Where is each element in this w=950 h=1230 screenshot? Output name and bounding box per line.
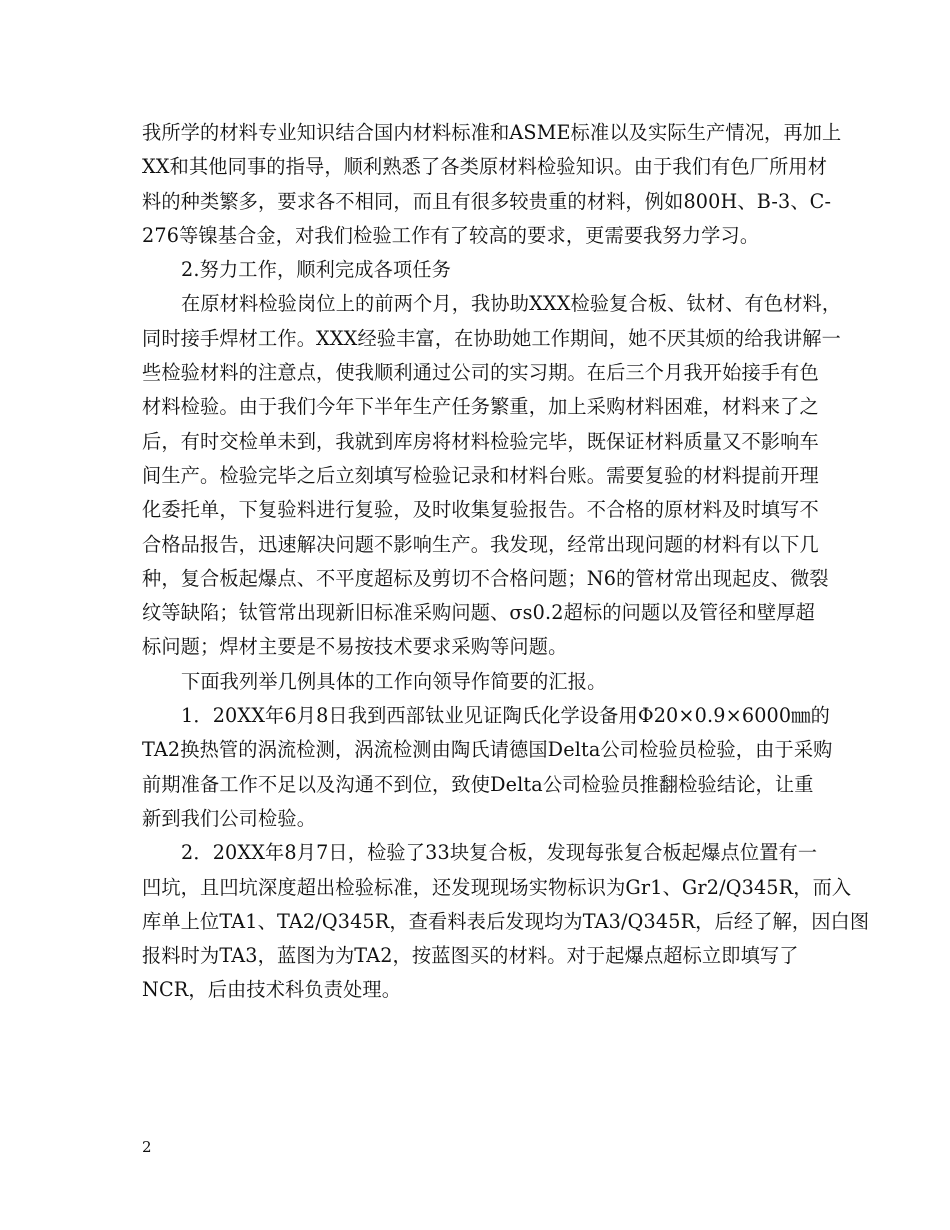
text-line: 纹等缺陷；钛管常出现新旧标准采购问题、σs0.2超标的问题以及管径和壁厚超	[142, 601, 816, 625]
text-line: XX和其他同事的指导，顺利熟悉了各类原材料检验知识。由于我们有色厂所用材	[142, 155, 828, 179]
text-line: 些检验材料的注意点，使我顺利通过公司的实习期。在后三个月我开始接手有色	[142, 361, 819, 385]
text-line: 合格品报告，迅速解决问题不影响生产。我发现，经常出现问题的材料有以下几	[142, 532, 819, 556]
text-line: 2．20XX年8月7日，检验了33块复合板，发现每张复合板起爆点位置有一	[181, 841, 818, 865]
text-line: TA2换热管的涡流检测，涡流检测由陶氏请德国Delta公司检验员检验，由于采购	[142, 738, 833, 762]
text-line: 报料时为TA3，蓝图为为TA2，按蓝图买的材料。对于起爆点超标立即填写了	[142, 944, 799, 968]
text-line: 新到我们公司检验。	[142, 806, 317, 830]
text-line: 后，有时交检单未到，我就到库房将材料检验完毕，既保证材料质量又不影响车	[142, 429, 819, 453]
text-line: 下面我列举几例具体的工作向领导作简要的汇报。	[181, 669, 607, 693]
text-line: 276等镍基合金，对我们检验工作有了较高的要求，更需要我努力学习。	[142, 223, 760, 247]
page-number: 2	[142, 1138, 152, 1156]
text-line: 同时接手焊材工作。XXX经验丰富，在协助她工作期间，她不厌其烦的给我讲解一	[142, 326, 841, 350]
document-body	[142, 116, 870, 1008]
text-line: 凹坑，且凹坑深度超出检验标准，还发现现场实物标识为Gr1、Gr2/Q345R，而入	[142, 875, 852, 899]
text-line: 前期准备工作不足以及沟通不到位，致使Delta公司检验员推翻检验结论，让重	[142, 772, 814, 796]
text-line: 1．20XX年6月8日我到西部钛业见证陶氏化学设备用Φ20×0.9×6000㎜的	[181, 704, 830, 728]
text-line: 我所学的材料专业知识结合国内材料标准和ASME标准以及实际生产情况，再加上	[142, 121, 842, 144]
text-line: 库单上位TA1、TA2/Q345R，查看料表后发现均为TA3/Q345R，后经了解，因白图	[142, 909, 870, 933]
section-heading: 2.努力工作，顺利完成各项任务	[181, 258, 451, 282]
text-line: 材料检验。由于我们今年下半年生产任务繁重，加上采购材料困难，材料来了之	[142, 395, 819, 419]
text-line: 化委托单，下复验料进行复验，及时收集复验报告。不合格的原材料及时填写不	[142, 498, 819, 522]
text-line: 标问题；焊材主要是不易按技术要求采购等问题。	[142, 635, 568, 659]
text-line: 间生产。检验完毕之后立刻填写检验记录和材料台账。需要复验的材料提前开理	[142, 463, 819, 487]
text-line: 在原材料检验岗位上的前两个月，我协助XXX检验复合板、钛材、有色材料，	[181, 292, 842, 316]
text-line: 种，复合板起爆点、不平度超标及剪切不合格问题；N6的管材常出现起皮、微裂	[142, 566, 829, 590]
text-line: NCR，后由技术科负责处理。	[142, 978, 402, 1002]
text-line: 料的种类繁多，要求各不相同，而且有很多较贵重的材料，例如800H、B-3、C-	[142, 189, 832, 213]
